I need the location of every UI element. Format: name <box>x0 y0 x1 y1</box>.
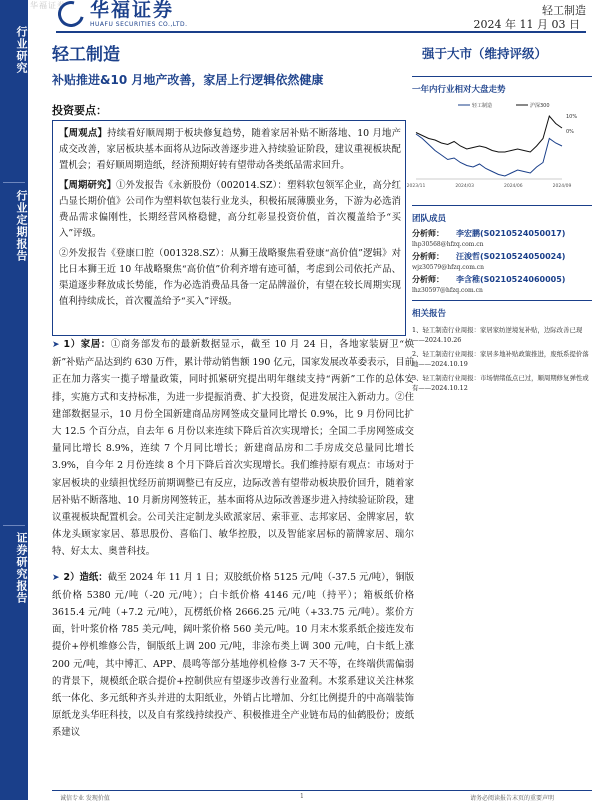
viewpoint-paragraph: 【周期研究】①外发报告《永新股份（002014.SZ）：塑料软包领军企业，高分红凸显长期价值》公司作为塑料软包装行业龙头，积极拓展薄膜业务，下游为必选消费品需求偏刚性，长期经营风格稳健，高分红彰显投资价值，首次覆盖给予“买入”评级。 <box>59 180 401 239</box>
viewpoint-box <box>52 120 406 336</box>
watermark: 华福证券 <box>30 1 66 10</box>
footer-slogan: 诚信专业 发现价值 <box>60 795 110 802</box>
analyst-item: 分析师： 李含稚(S0210524060005) lhz30597@hfzq.com.cn <box>412 274 592 294</box>
analyst-name: 李宏鹏(S0210524050017) <box>456 229 566 238</box>
section-head: 2）造纸： <box>63 571 108 583</box>
analyst-email[interactable]: wjz30579@hfzq.com.cn <box>412 264 485 271</box>
sidebar-label-securities-report: 证券研究报告 <box>15 532 28 604</box>
relative-performance-chart <box>406 99 592 203</box>
keypoints-label: 投资要点： <box>52 104 107 117</box>
page-header <box>0 0 600 40</box>
chart-svg <box>406 99 592 203</box>
body-text <box>52 336 414 750</box>
chart-x-tick-label: 2024/06 <box>503 184 523 189</box>
company-name-cn: 华福证券 <box>90 0 175 21</box>
legend-label-industry: 轻工制造 <box>472 103 493 109</box>
sidebar-label-periodic-report: 行业定期报告 <box>15 190 28 262</box>
rating-label: 强于大市（维持评级） <box>422 46 548 61</box>
viewpoint-tag: 【周观点】 <box>59 128 108 139</box>
sidebar-divider <box>3 182 25 183</box>
legend-label-index: 沪深300 <box>530 103 550 109</box>
rating-rule <box>412 76 592 77</box>
section-paragraph: ➤ 1）家居：①商务部发布的最新数据显示，截至 10 月 24 日，各地家装厨卫“焕新”补贴产品达到约 630 万件，累计带动销售额 190 亿元，国家发展改革委表示，目前正在加力落实一揽子增量政策，同时抓紧研究提出明年继续支持“两新”工作的总体安排，实施方式和支持标准，为进一步提振消费、扩大投资，促进发展注入新动力。②住建部数据显示，10 月份全国新建商品房网签成交量同比增长 0.9%，比 9 月份同比扩大 12.5 个百分点，自去年 6 月份以来连续下降后首次实现增长；全国二手房网签成交量同比增长 8.9%，连续 7 个月同比增长；新建商品房和二手房成交总量同比增长 3.9%，自今年 2 月份连续 8 个月下降后首次实现增长。我们维持原有观点：市场对于家居板块的业绩担忧经历前期调整已有反应，边际改善有望带动板块股价回升，随着家居补贴不断落地、10 月新房网签转正，基本面将从边际改善逐步进入持续验证阶段，建议重视板块配置机会。公司关注定制龙头欧派家居、索菲亚、志邦家居、金牌家居，软体龙头顾家家居、慕思股份、喜临门、敏华控股，以及智能家居标的箭牌家居、瑞尔特、好太太、奥普科技。 <box>52 339 414 558</box>
section-head: 1）家居： <box>63 339 111 350</box>
analyst-item: 分析师： 汪浚哲(S0210524050024) wjz30579@hfzq.com.cn <box>412 251 592 271</box>
arrow-icon: ➤ <box>52 340 60 350</box>
chart-x-tick-label: 2024/03 <box>455 184 475 189</box>
report-link[interactable]: 1、轻工制造行业周报：家居家纺逆境复补贴，边际改善已现——2024.10.26 <box>412 326 583 344</box>
company-logo <box>58 0 188 28</box>
series-line-index <box>416 116 562 152</box>
report-link[interactable]: 3、轻工制造行业周报：市场情绪低点已过，顺周期修复弹性或有——2024.10.12 <box>412 374 589 392</box>
company-name-en: HUAFU SECURITIES CO.,LTD. <box>90 21 188 28</box>
section-rule <box>412 205 592 206</box>
right-column <box>406 40 592 393</box>
chart-x-tick-label: 2024/09 <box>552 184 572 189</box>
viewpoint-paragraph: 【周观点】持续看好顺周期于板块修复趋势，随着家居补贴不断落地、10 月地产成交改善，家居板块基本面将从边际改善逐步进入持续验证阶段，建议重视板块配置机会；看好顺周期造纸，经济预期好转有望带动各类纸品需求回升。 <box>59 128 401 171</box>
header-rule <box>56 31 586 33</box>
related-reports <box>412 325 592 393</box>
sidebar <box>0 0 28 800</box>
series-line-industry <box>416 134 562 176</box>
logo-icon <box>53 0 89 32</box>
chart-end-label: 10% <box>566 114 578 120</box>
footer-rule <box>52 790 592 791</box>
chart-title: 一年内行业相对大盘走势 <box>412 85 506 95</box>
report-date: 2024 年 11 月 03 日 <box>473 18 580 31</box>
section-paragraph: ➤ 2）造纸：截至 2024 年 11 月 1 日；双胶纸价格 5125 元/吨（-37.5 元/吨），铜版纸价格 5380 元/吨（-20 元/吨）；白卡纸价格 4146 元/吨（持平）；箱板纸价格 3615.4 元/吨（+7.2 元/吨），瓦楞纸价格 2666.25 元/吨（+33.75 元/吨）。浆价方面，针叶浆价格 785 美元/吨，阔叶浆价格 560 美元/吨。10 月末木浆系纸企接连发布提价+停机维修公告，铜版纸上调 200 元/吨，非涂布类上调 300 元/吨，白卡纸上涨 200 元/吨，其中博汇、APP、晨鸣等部分基地停机检修 3-7 天不等，在终端供需偏弱的背景下，规模纸企联合提价+控制供应有望逐步改善行业盈利。木浆系建议关注林浆纸一体化、多元纸种齐头并进的太阳纸业，外销占比增加、分红比例提升的中高端装饰原纸龙头华旺科技，以及自有浆线持续投产、积极推进全产业链布局的仙鹤股份；废纸系建议 <box>52 571 414 739</box>
main-heading <box>52 40 407 118</box>
footer-disclaimer: 请务必阅读报告末页的重要声明 <box>470 795 555 802</box>
page-subtitle: 补贴推进&10 月地产改善，家居上行逻辑依然健康 <box>52 73 324 87</box>
viewpoint-paragraph: ②外发报告《登康口腔（001328.SZ）：从狮王战略聚焦看登康“高价值”逻辑》对比日本狮王近 10 年战略聚焦“高价值”价利齐增有迹可循，考虑到公司依托产品、渠道逐步释放成长势能，作为必选消费品具备一定品牌溢价，有望在较长周期实现值利持续成长，首次覆盖给予“买入”评级。 <box>59 248 401 307</box>
chart-x-tick-label: 2023/11 <box>406 184 426 189</box>
page-title: 轻工制造 <box>52 45 120 65</box>
analyst-email[interactable]: lhz30597@hfzq.com.cn <box>412 287 483 294</box>
report-link[interactable]: 2、轻工制造行业周报：家居多地补贴政策推进，废纸系提价落地——2024.10.19 <box>412 350 589 368</box>
header-industry: 轻工制造 <box>542 4 586 17</box>
chart-end-label: 0% <box>566 129 574 135</box>
sidebar-divider <box>3 525 25 526</box>
analyst-name: 李含稚(S0210524060005) <box>456 275 566 284</box>
sidebar-label-industry-research: 行业研究 <box>15 26 28 74</box>
analyst-email[interactable]: lhp30568@hfzq.com.cn <box>412 241 484 248</box>
reports-title: 相关报告 <box>412 309 447 319</box>
viewpoint-tag: 【周期研究】 <box>59 180 117 191</box>
section-rule <box>412 300 592 301</box>
arrow-icon: ➤ <box>52 572 60 583</box>
analyst-list <box>412 228 592 294</box>
analyst-item: 分析师： 李宏鹏(S0210524050017) lhp30568@hfzq.com.cn <box>412 228 592 248</box>
analyst-name: 汪浚哲(S0210524050024) <box>456 252 566 261</box>
team-title: 团队成员 <box>412 214 447 224</box>
page-number: 1 <box>300 793 304 800</box>
